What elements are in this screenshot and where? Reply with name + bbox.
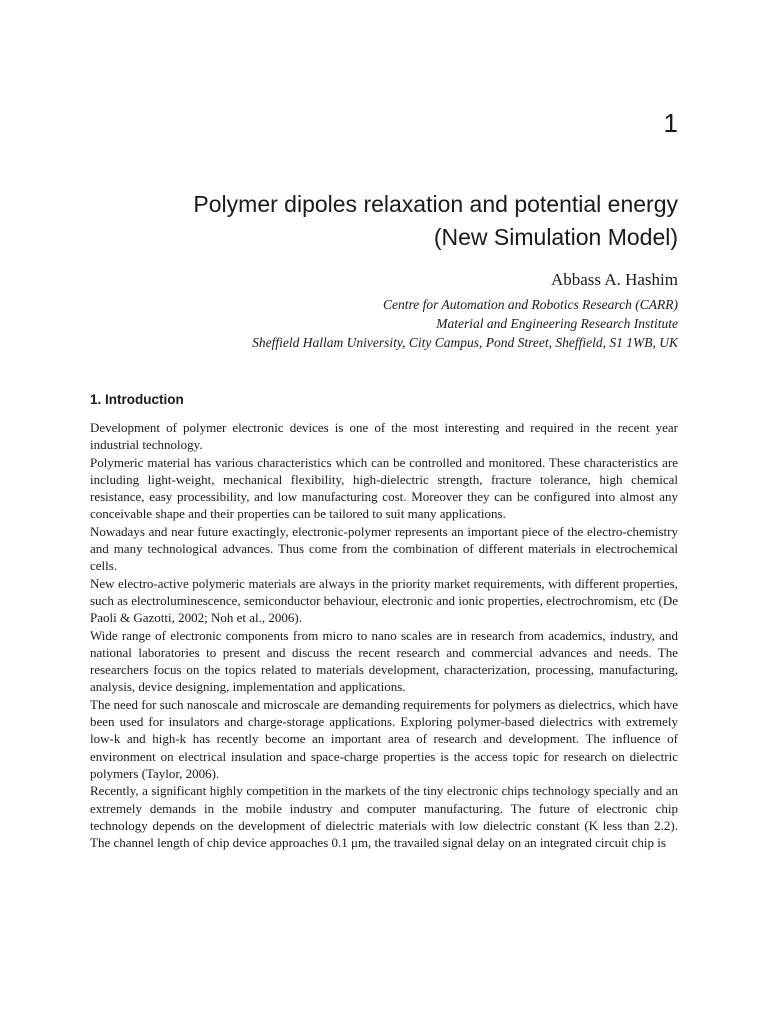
- title-line-2: (New Simulation Model): [433, 224, 678, 250]
- paragraph: Development of polymer electronic devices is one of the most interesting and required in the recent year industrial technology.: [90, 420, 678, 453]
- paragraph: Recently, a significant highly competition in the markets of the tiny electronic chips technology specially and an extremely demands in the mobile industry and computer manufacturing. The future of electronic chip technology depends on the development of dielectric materials with low dielectric constant (K less than 2.2). The channel length of chip device approaches 0.1 μm, the travailed signal delay on an integrated circuit chip is: [90, 783, 678, 851]
- paragraph: Wide range of electronic components from micro to nano scales are in research from academics, industry, and national laboratories to present and discuss the recent research and commercial advances and needs. The researchers focus on the topics related to materials development, characterization, processing, manufacturing, analysis, device designing, implementation and applications.: [90, 627, 678, 695]
- title-line-1: Polymer dipoles relaxation and potential energy: [193, 191, 678, 217]
- author-name: Abbass A. Hashim: [550, 270, 678, 289]
- paragraph: The need for such nanoscale and microscale are demanding requirements for polymers as dielectrics, which have been used for insulators and charge-storage applications. Exploring polymer-based dielectrics with extremely low-k and high-k has recently become an important area of research and development. The influence of environment on electrical insulation and space-charge properties is the access topic for research on dielectric polymers (Taylor, 2006).: [90, 696, 678, 781]
- paragraph: New electro-active polymeric materials are always in the priority market requirements, with different properties, such as electroluminescence, semiconductor behaviour, electronic and ionic properties, electrochromism, etc (De Paoli & Gazotti, 2002; Noh et al., 2006).: [90, 575, 678, 626]
- section-heading: 1. Introduction: [90, 392, 184, 407]
- body-text: [90, 419, 678, 851]
- author-block: [58, 268, 678, 352]
- paragraph: Polymeric material has various characteristics which can be controlled and monitored. These characteristics are including light-weight, mechanical flexibility, high-dielectric strength, fracture tolerance, high chemical resistance, easy processibility, and low manufacturing cost. Moreover they can be configured into almost any conceivable shape and their properties can be tailored to suit many applications.: [90, 454, 678, 522]
- affiliation-line: Material and Engineering Research Institute: [436, 316, 678, 331]
- affiliation-line: Centre for Automation and Robotics Research (CARR): [383, 297, 678, 312]
- paragraph: Nowadays and near future exactingly, electronic-polymer represents an important piece of the electro-chemistry and many technological advances. Thus come from the combination of different materials in electrochemical cells.: [90, 523, 678, 574]
- affiliation-line: Sheffield Hallam University, City Campus, Pond Street, Sheffield, S1 1WB, UK: [252, 335, 678, 350]
- chapter-number: 1: [663, 108, 678, 138]
- paper-title: [78, 188, 678, 254]
